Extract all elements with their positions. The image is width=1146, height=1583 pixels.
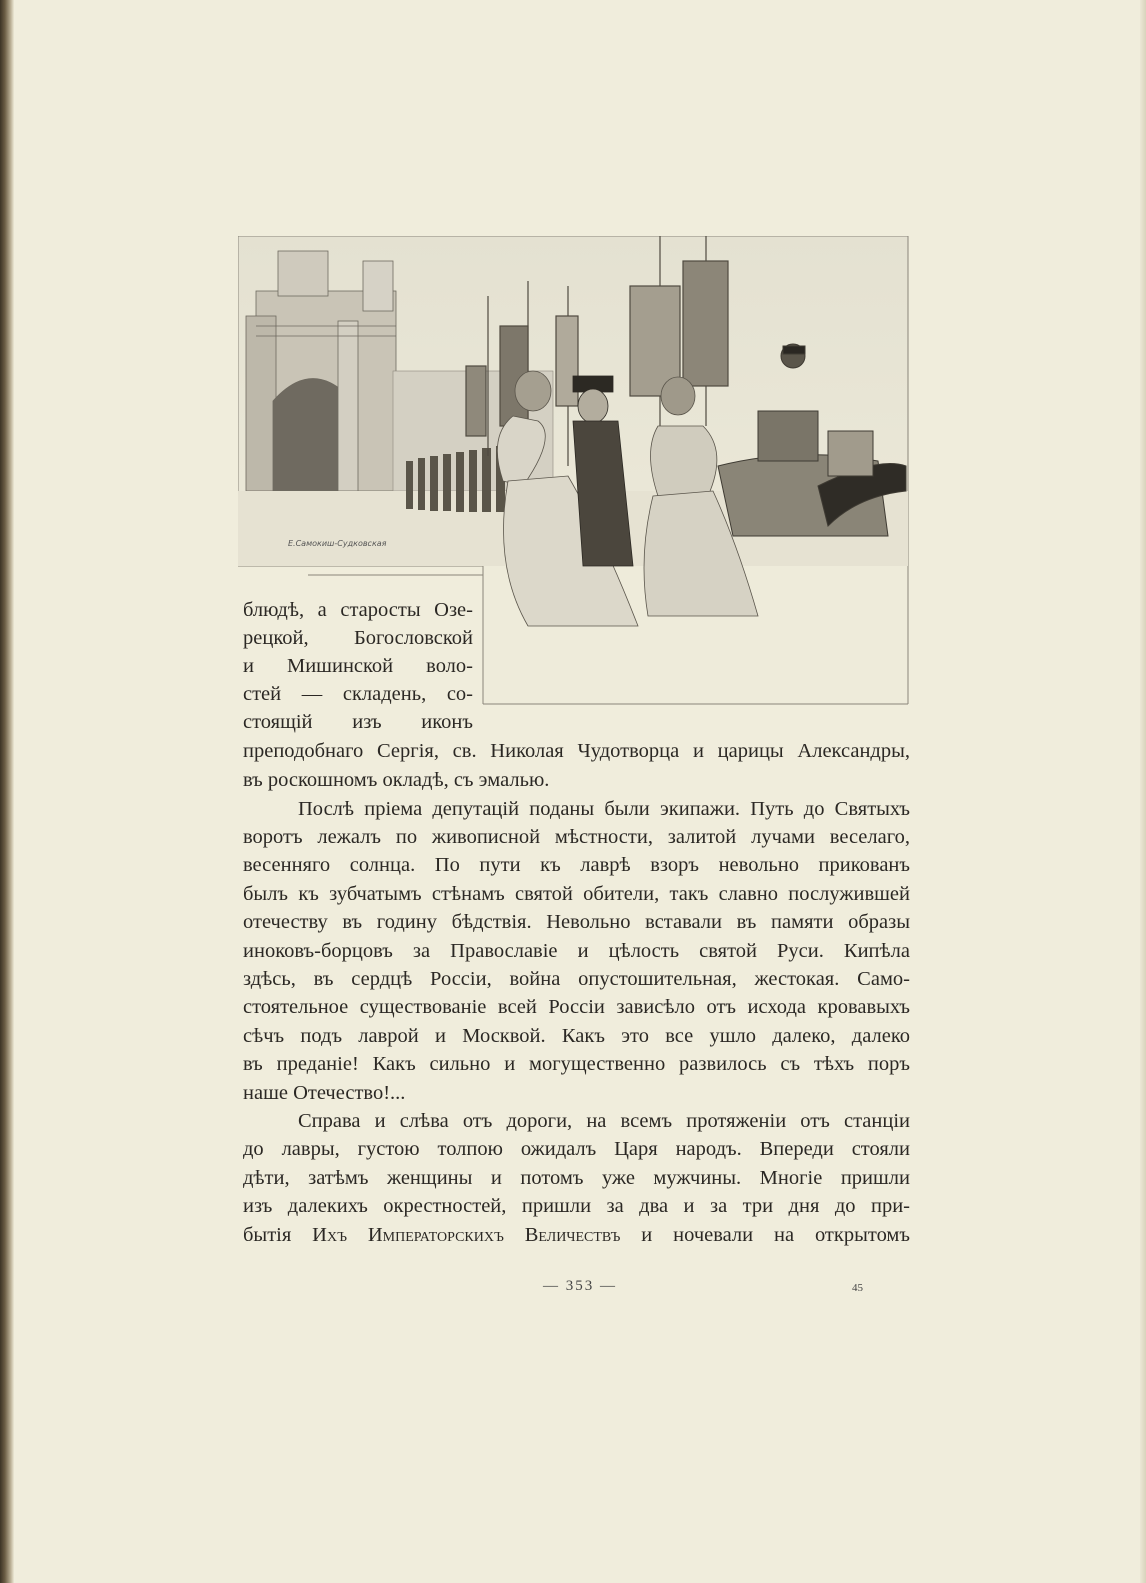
text-line: отечеству въ годину бѣдствія. Невольно вставали въ памяти образы xyxy=(243,911,910,933)
text-line: весенняго солнца. По пути къ лаврѣ взоръ невольно прикованъ xyxy=(243,854,910,876)
text-line: рецкой, Богословской xyxy=(243,627,473,649)
book-spine-edge xyxy=(0,0,14,1583)
page-right-edge xyxy=(1140,0,1146,1583)
text-line: иноковъ-борцовъ за Православіе и цѣлость святой Руси. Кипѣла xyxy=(243,940,910,962)
text-line: стоящій изъ иконъ xyxy=(243,711,473,733)
text-line: до лавры, густою толпою ожидалъ Царя народъ. Впереди стояли xyxy=(243,1138,910,1160)
text-line: стей — складень, со- xyxy=(243,683,473,705)
text-line: сѣчъ подъ лаврой и Москвой. Какъ это все ушло далеко, далеко xyxy=(243,1025,910,1047)
text-line: Послѣ пріема депутацій поданы были экипажи. Путь до Святыхъ xyxy=(298,798,910,820)
artist-signature: Е.Самокиш-Судковская xyxy=(288,539,387,548)
text-line: дѣти, затѣмъ женщины и потомъ уже мужчины. Многіе пришли xyxy=(243,1167,910,1189)
page-number: — 353 — xyxy=(543,1278,617,1294)
printer-signature-mark: 45 xyxy=(852,1282,863,1294)
text-fragment: бытія xyxy=(243,1224,313,1246)
text-line: изъ далекихъ окрестностей, пришли за два и за три дня до при- xyxy=(243,1195,910,1217)
text-line: преподобнаго Сергія, св. Николая Чудотворца и царицы Александры, xyxy=(243,740,910,762)
text-line: въ роскошномъ окладѣ, съ эмалью. xyxy=(243,769,550,791)
imperial-title: Ихъ Императорскихъ Величествъ xyxy=(312,1224,621,1246)
text-line: блюдѣ, а старосты Озе- xyxy=(243,599,473,621)
text-line: былъ къ зубчатымъ стѣнамъ святой обители, такъ славно послужившей xyxy=(243,883,910,905)
text-line: и Мишинской воло- xyxy=(243,655,473,677)
text-line: Справа и слѣва отъ дороги, на всемъ протяженіи отъ станціи xyxy=(298,1110,910,1132)
text-line-last xyxy=(243,1221,910,1250)
text-line: стоятельное существованіе всей Россіи зависѣло отъ исхода кровавыхъ xyxy=(243,996,910,1018)
text-line: въ преданіе! Какъ сильно и могущественно развилось съ тѣхъ поръ xyxy=(243,1053,910,1075)
text-line: наше Отечество!... xyxy=(243,1082,406,1104)
text-line: воротъ лежалъ по живописной мѣстности, залитой лучами веселаго, xyxy=(243,826,910,848)
text-line: здѣсь, въ сердцѣ Россіи, война опустошительная, жестокая. Само- xyxy=(243,968,910,990)
text-fragment: и ночевали на открытомъ xyxy=(620,1224,910,1246)
